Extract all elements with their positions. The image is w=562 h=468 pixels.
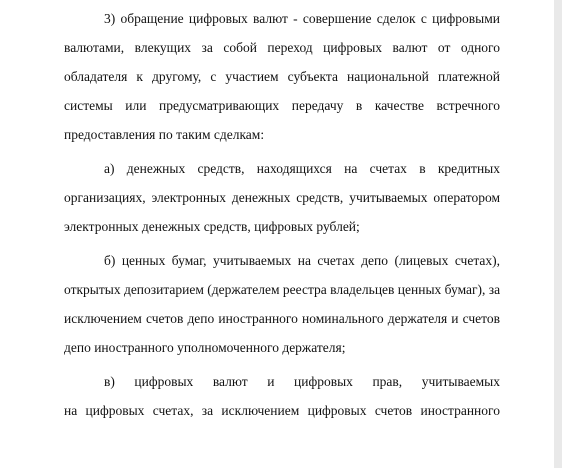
text-line: 3) обращение цифровых валют - совершение сделок с цифровыми bbox=[104, 11, 500, 26]
text-line: а) денежных средств, находящихся на счетах в кредитных bbox=[104, 161, 500, 176]
text-line: открытых депозитарием (держателем реестра владельцев ценных бумаг), за bbox=[64, 282, 500, 297]
text-line: обладателя к другому, с участием субъекта национальной платежной bbox=[64, 69, 500, 84]
text-line: организациях, электронных денежных средств, учитываемых оператором bbox=[64, 190, 500, 205]
text-line: предоставления по таким сделкам: bbox=[64, 127, 265, 142]
text-line: депо иностранного уполномоченного держателя; bbox=[64, 340, 346, 355]
text-line: системы или предусматривающих передачу в качестве встречного bbox=[64, 98, 500, 113]
text-line: электронных денежных средств, цифровых рублей; bbox=[64, 219, 360, 234]
text-line: на цифровых счетах, за исключением цифровых счетов иностранного bbox=[64, 403, 500, 418]
scrollbar-track[interactable] bbox=[554, 0, 562, 468]
paragraph-v bbox=[64, 367, 500, 425]
paragraph-a bbox=[64, 154, 500, 241]
paragraph-b bbox=[64, 246, 500, 362]
paragraph-3 bbox=[64, 4, 500, 149]
text-line: исключением счетов депо иностранного номинального держателя и счетов bbox=[64, 311, 500, 326]
text-line: валютами, влекущих за собой переход цифровых валют от одного bbox=[64, 40, 500, 55]
text-line: б) ценных бумаг, учитываемых на счетах депо (лицевых счетах), bbox=[104, 253, 500, 268]
text-line: в) цифровых валют и цифровых прав, учитываемых bbox=[104, 374, 500, 389]
document-text bbox=[64, 4, 500, 430]
